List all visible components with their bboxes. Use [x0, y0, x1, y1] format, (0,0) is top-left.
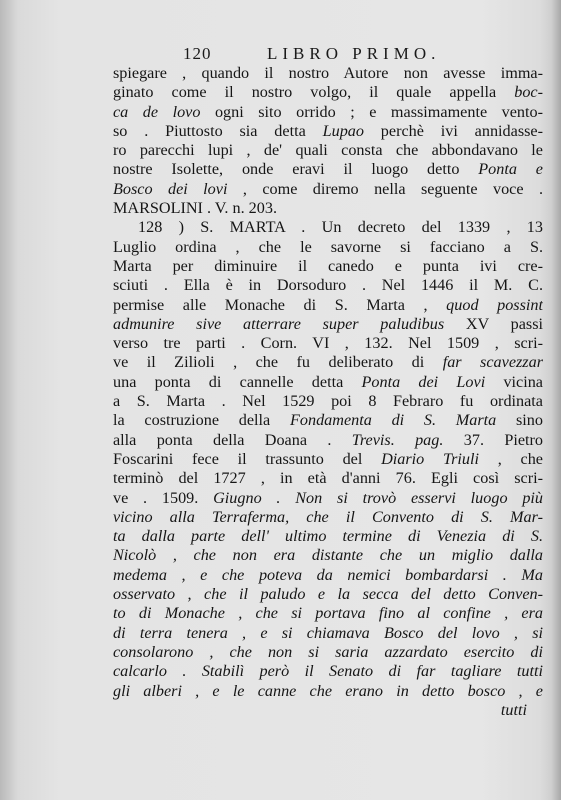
italic-text: Lupao — [322, 121, 364, 140]
text-line — [113, 315, 543, 334]
text-line — [113, 411, 543, 430]
text-line — [113, 296, 543, 315]
text-line — [113, 238, 543, 257]
text-line — [113, 431, 543, 450]
italic-text: Ponta e — [478, 160, 543, 179]
text-run: so . Piuttosto sia detta — [113, 121, 323, 140]
text-run: MARSOLINI . V. n. 203. — [113, 199, 277, 218]
text-line — [113, 546, 543, 565]
italic-text: osservato , che il paludo e la secca del detto Conven- — [113, 585, 543, 604]
text-run: sino — [496, 411, 543, 430]
italic-text: di terra tenera , e si chiamava Bosco del lovo , si — [113, 623, 543, 642]
italic-text: Trevis. pag. — [351, 430, 444, 449]
text-line — [113, 199, 543, 218]
text-line — [113, 334, 543, 353]
italic-text: medema , e che poteva da nemici bombardarsi . Ma — [113, 565, 543, 584]
text-line — [113, 83, 543, 102]
text-run: 37. Pietro — [443, 430, 543, 449]
text-run: , come diremo nella seguente voce . — [227, 179, 543, 198]
running-title: LIBRO PRIMO. — [267, 44, 441, 63]
text-run: vicina — [485, 372, 543, 391]
italic-text: Giugno . Non si trovò esservi luogo più — [213, 488, 543, 507]
text-line — [113, 218, 543, 237]
italic-text: Bosco dei lovi — [113, 179, 228, 198]
catchword: tutti — [500, 700, 527, 719]
text-run: ro parecchi lupi , de' quali consta che abbondavano le — [113, 141, 543, 160]
text-run: 128 ) S. MARTA . Un decreto del 1339 , 13 — [138, 218, 543, 237]
text-line — [113, 392, 543, 411]
text-run: Marta per diminuire il canedo e punta ivi cre- — [113, 256, 543, 275]
text-line — [113, 508, 543, 527]
text-run: XV passi — [444, 314, 543, 333]
text-line — [113, 604, 543, 623]
text-run: , che — [479, 449, 543, 468]
text-run: ginato come il nostro volgo, il quale appella — [113, 83, 515, 102]
text-run: nostre Isolette, onde eravi il luogo detto — [113, 160, 479, 179]
text-line — [113, 180, 543, 199]
text-run: sciuti . Ella è in Dorsoduro . Nel 1446 il M. C. — [113, 276, 543, 295]
text-line — [113, 160, 543, 179]
italic-text: consolarono , che non si saria azzardato esercito di — [113, 642, 543, 661]
text-line — [113, 122, 543, 141]
text-run: perchè ivi annidasse- — [363, 121, 543, 140]
text-line — [113, 662, 543, 681]
italic-text: calcarlo . Stabilì però il Senato di far tagliare tutti — [113, 662, 543, 681]
text-run: Luglio ordina , che le savorne si facciano a S. — [113, 237, 543, 256]
text-run: una ponta di cannelle detta — [113, 372, 362, 391]
text-line — [113, 64, 543, 83]
text-line — [113, 527, 543, 546]
italic-text: Ponta dei Lovi — [361, 372, 486, 391]
text-line — [113, 103, 543, 122]
text-line — [113, 469, 543, 488]
text-run: spiegare , quando il nostro Autore non avesse imma- — [113, 64, 543, 82]
italic-text: far scavezzar — [442, 353, 543, 372]
body-text — [113, 64, 543, 720]
text-run: permise alle Monache di S. Marta , — [113, 295, 447, 314]
text-line — [113, 566, 543, 585]
text-line — [113, 489, 543, 508]
italic-text: Nicolò , che non era distante che un miglio dalla — [113, 546, 543, 565]
text-line — [113, 624, 543, 643]
italic-text: Fondamenta di S. Marta — [290, 411, 497, 430]
italic-text: admunire sive atterrare super paludibus — [113, 314, 445, 333]
text-line — [113, 643, 543, 662]
page-number: 120 — [183, 44, 212, 63]
text-line — [113, 257, 543, 276]
italic-text: ca de lovo — [113, 102, 201, 121]
text-line — [113, 276, 543, 295]
page-edge — [551, 0, 561, 800]
italic-text: ta dalla parte dell' ultimo termine di Venezia di S. — [113, 527, 543, 546]
text-run: la costruzione della — [113, 411, 290, 430]
text-line — [113, 373, 543, 392]
text-run: terminò del 1727 , in età d'anni 76. Egli così scri- — [113, 469, 543, 488]
italic-text: Diario Triuli — [381, 449, 479, 468]
page-header — [183, 44, 473, 66]
text-line — [113, 585, 543, 604]
text-line — [113, 141, 543, 160]
text-line — [113, 682, 543, 701]
text-run: a S. Marta . Nel 1529 poi 8 Febraro fu ordinata — [113, 392, 543, 411]
text-run: alla ponta della Doana . — [113, 430, 352, 449]
italic-text: quod possint — [446, 295, 543, 314]
text-run: ve il Zilioli , che fu deliberato di — [113, 353, 443, 372]
text-line — [113, 450, 543, 469]
italic-text: vicino alla Terraferma, che il Convento di S. Mar- — [113, 507, 543, 526]
text-run: ve . 1509. — [113, 488, 214, 507]
text-run: Foscarini fece il trassunto del — [113, 449, 382, 468]
italic-text: boc- — [514, 83, 543, 102]
text-run: verso tre parti . Corn. VI , 132. Nel 1509 , scri- — [113, 334, 543, 353]
text-line — [113, 353, 543, 372]
text-run: ogni sito orrido ; e massimamente vento- — [200, 102, 543, 121]
italic-text: gli alberi , e le canne che erano in detto bosco , e — [113, 681, 543, 700]
italic-text: to di Monache , che si portava fino al confine , era — [113, 604, 543, 623]
